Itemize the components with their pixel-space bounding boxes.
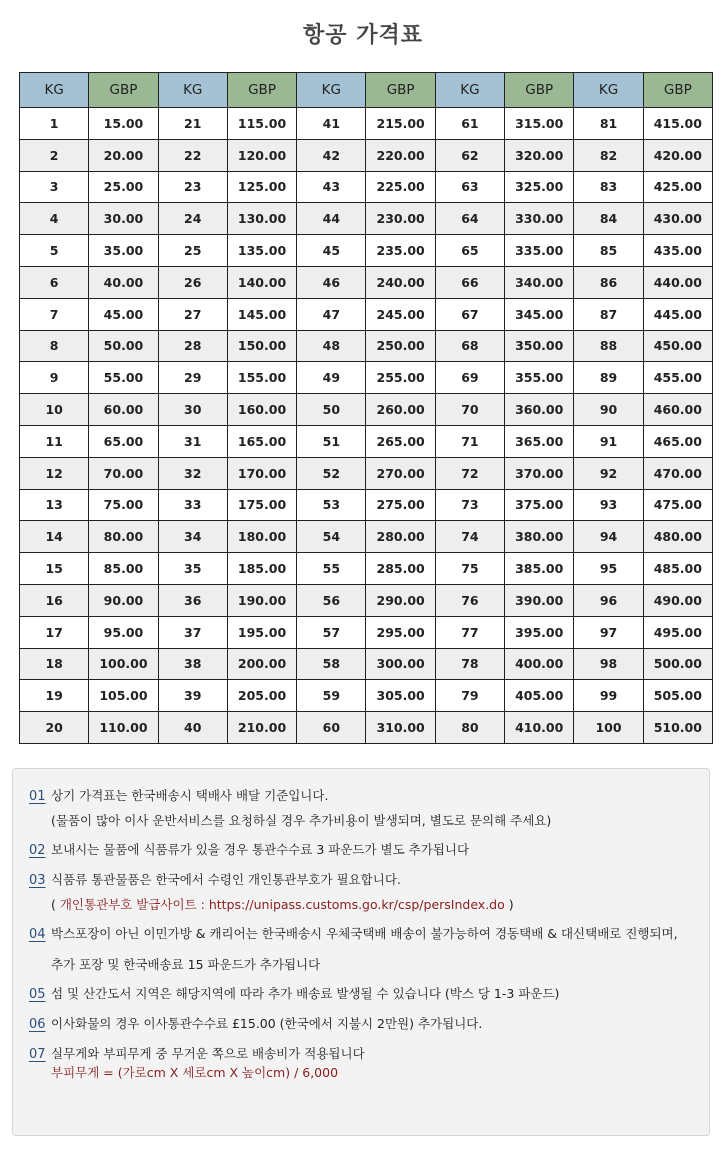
- column-header-kg: KG: [574, 73, 643, 108]
- column-header-gbp: GBP: [227, 73, 296, 108]
- column-header-gbp: GBP: [643, 73, 712, 108]
- column-header-kg: KG: [20, 73, 89, 108]
- kg-cell: 39: [158, 680, 227, 712]
- note-number: 07: [29, 1047, 46, 1062]
- gbp-cell: 450.00: [643, 330, 712, 362]
- column-header-gbp: GBP: [89, 73, 158, 108]
- kg-cell: 4: [20, 203, 89, 235]
- gbp-cell: 155.00: [227, 362, 296, 394]
- gbp-cell: 290.00: [366, 584, 435, 616]
- gbp-cell: 255.00: [366, 362, 435, 394]
- gbp-cell: 100.00: [89, 648, 158, 680]
- table-row: [20, 553, 713, 585]
- gbp-cell: 485.00: [643, 553, 712, 585]
- column-header-kg: KG: [297, 73, 366, 108]
- gbp-cell: 15.00: [89, 108, 158, 140]
- kg-cell: 93: [574, 489, 643, 521]
- table-row: [20, 171, 713, 203]
- kg-cell: 71: [435, 425, 504, 457]
- gbp-cell: 30.00: [89, 203, 158, 235]
- gbp-cell: 395.00: [505, 616, 574, 648]
- gbp-cell: 435.00: [643, 235, 712, 267]
- gbp-cell: 330.00: [505, 203, 574, 235]
- gbp-cell: 240.00: [366, 266, 435, 298]
- kg-cell: 34: [158, 521, 227, 553]
- kg-cell: 69: [435, 362, 504, 394]
- kg-cell: 17: [20, 616, 89, 648]
- column-header-kg: KG: [435, 73, 504, 108]
- gbp-cell: 455.00: [643, 362, 712, 394]
- gbp-cell: 350.00: [505, 330, 574, 362]
- kg-cell: 41: [297, 108, 366, 140]
- price-table-body: [20, 108, 713, 744]
- gbp-cell: 210.00: [227, 712, 296, 744]
- gbp-cell: 325.00: [505, 171, 574, 203]
- gbp-cell: 310.00: [366, 712, 435, 744]
- gbp-cell: 145.00: [227, 298, 296, 330]
- kg-cell: 11: [20, 425, 89, 457]
- kg-cell: 33: [158, 489, 227, 521]
- gbp-cell: 285.00: [366, 553, 435, 585]
- kg-cell: 40: [158, 712, 227, 744]
- kg-cell: 30: [158, 394, 227, 426]
- note-number: 03: [29, 873, 46, 888]
- kg-cell: 47: [297, 298, 366, 330]
- kg-cell: 70: [435, 394, 504, 426]
- gbp-cell: 260.00: [366, 394, 435, 426]
- kg-cell: 13: [20, 489, 89, 521]
- kg-cell: 44: [297, 203, 366, 235]
- gbp-cell: 165.00: [227, 425, 296, 457]
- kg-cell: 52: [297, 457, 366, 489]
- kg-cell: 1: [20, 108, 89, 140]
- kg-cell: 19: [20, 680, 89, 712]
- gbp-cell: 190.00: [227, 584, 296, 616]
- kg-cell: 21: [158, 108, 227, 140]
- table-row: [20, 521, 713, 553]
- kg-cell: 89: [574, 362, 643, 394]
- table-row: [20, 457, 713, 489]
- kg-cell: 5: [20, 235, 89, 267]
- kg-cell: 98: [574, 648, 643, 680]
- kg-cell: 43: [297, 171, 366, 203]
- gbp-cell: 370.00: [505, 457, 574, 489]
- kg-cell: 76: [435, 584, 504, 616]
- gbp-cell: 20.00: [89, 139, 158, 171]
- kg-cell: 75: [435, 553, 504, 585]
- note-text: (물품이 많아 이사 운반서비스를 요청하실 경우 추가비용이 발생되며, 별도로 문의해 주세요): [51, 813, 552, 828]
- kg-cell: 96: [574, 584, 643, 616]
- kg-cell: 46: [297, 266, 366, 298]
- kg-cell: 12: [20, 457, 89, 489]
- kg-cell: 57: [297, 616, 366, 648]
- gbp-cell: 340.00: [505, 266, 574, 298]
- gbp-cell: 400.00: [505, 648, 574, 680]
- gbp-cell: 355.00: [505, 362, 574, 394]
- note-text: 실무게와 부피무게 중 무거운 쪽으로 배송비가 적용됩니다: [51, 1046, 365, 1061]
- gbp-cell: 490.00: [643, 584, 712, 616]
- kg-cell: 64: [435, 203, 504, 235]
- kg-cell: 84: [574, 203, 643, 235]
- gbp-cell: 160.00: [227, 394, 296, 426]
- gbp-cell: 305.00: [366, 680, 435, 712]
- gbp-cell: 55.00: [89, 362, 158, 394]
- table-row: [20, 648, 713, 680]
- table-row: [20, 616, 713, 648]
- gbp-cell: 220.00: [366, 139, 435, 171]
- gbp-cell: 405.00: [505, 680, 574, 712]
- gbp-cell: 195.00: [227, 616, 296, 648]
- gbp-cell: 170.00: [227, 457, 296, 489]
- gbp-cell: 365.00: [505, 425, 574, 457]
- gbp-cell: 80.00: [89, 521, 158, 553]
- table-row: [20, 203, 713, 235]
- gbp-cell: 480.00: [643, 521, 712, 553]
- gbp-cell: 495.00: [643, 616, 712, 648]
- gbp-cell: 105.00: [89, 680, 158, 712]
- kg-cell: 42: [297, 139, 366, 171]
- kg-cell: 78: [435, 648, 504, 680]
- gbp-cell: 390.00: [505, 584, 574, 616]
- gbp-cell: 265.00: [366, 425, 435, 457]
- kg-cell: 87: [574, 298, 643, 330]
- kg-cell: 37: [158, 616, 227, 648]
- note-text: 섬 및 산간도서 지역은 해당지역에 따라 추가 배송료 발생될 수 있습니다 (박스 당 1-3 파운드): [51, 986, 560, 1001]
- gbp-cell: 320.00: [505, 139, 574, 171]
- gbp-cell: 25.00: [89, 171, 158, 203]
- note-text: 추가 포장 및 한국배송료 15 파운드가 추가됩니다: [51, 957, 321, 972]
- kg-cell: 90: [574, 394, 643, 426]
- gbp-cell: 385.00: [505, 553, 574, 585]
- kg-cell: 85: [574, 235, 643, 267]
- column-header-gbp: GBP: [505, 73, 574, 108]
- gbp-cell: 125.00: [227, 171, 296, 203]
- kg-cell: 67: [435, 298, 504, 330]
- kg-cell: 28: [158, 330, 227, 362]
- kg-cell: 100: [574, 712, 643, 744]
- kg-cell: 25: [158, 235, 227, 267]
- kg-cell: 45: [297, 235, 366, 267]
- kg-cell: 49: [297, 362, 366, 394]
- gbp-cell: 215.00: [366, 108, 435, 140]
- kg-cell: 48: [297, 330, 366, 362]
- note-02: [29, 841, 469, 860]
- gbp-cell: 270.00: [366, 457, 435, 489]
- gbp-cell: 335.00: [505, 235, 574, 267]
- kg-cell: 6: [20, 266, 89, 298]
- note-link-line: ( 개인통관부호 발급사이트 : https://unipass.customs.go.kr/csp/persIndex.do ): [51, 897, 514, 912]
- note-06: [29, 1015, 482, 1034]
- kg-cell: 59: [297, 680, 366, 712]
- kg-cell: 10: [20, 394, 89, 426]
- table-row: [20, 680, 713, 712]
- kg-cell: 9: [20, 362, 89, 394]
- gbp-cell: 235.00: [366, 235, 435, 267]
- note-number: 06: [29, 1017, 46, 1032]
- gbp-cell: 180.00: [227, 521, 296, 553]
- kg-cell: 99: [574, 680, 643, 712]
- kg-cell: 29: [158, 362, 227, 394]
- kg-cell: 66: [435, 266, 504, 298]
- kg-cell: 53: [297, 489, 366, 521]
- table-row: [20, 362, 713, 394]
- kg-cell: 61: [435, 108, 504, 140]
- gbp-cell: 505.00: [643, 680, 712, 712]
- kg-cell: 65: [435, 235, 504, 267]
- kg-cell: 58: [297, 648, 366, 680]
- gbp-cell: 295.00: [366, 616, 435, 648]
- note-number: 05: [29, 987, 46, 1002]
- gbp-cell: 120.00: [227, 139, 296, 171]
- gbp-cell: 380.00: [505, 521, 574, 553]
- gbp-cell: 175.00: [227, 489, 296, 521]
- kg-cell: 38: [158, 648, 227, 680]
- table-row: [20, 266, 713, 298]
- kg-cell: 72: [435, 457, 504, 489]
- note-05: [29, 985, 559, 1004]
- note-07: [29, 1045, 365, 1082]
- table-row: [20, 394, 713, 426]
- note-text: 박스포장이 아닌 이민가방 & 캐리어는 한국배송시 우체국택배 배송이 불가능하여 경동택배 & 대신택배로 진행되며,: [51, 926, 678, 941]
- note-number: 02: [29, 843, 46, 858]
- gbp-cell: 430.00: [643, 203, 712, 235]
- gbp-cell: 65.00: [89, 425, 158, 457]
- kg-cell: 92: [574, 457, 643, 489]
- gbp-cell: 245.00: [366, 298, 435, 330]
- gbp-cell: 315.00: [505, 108, 574, 140]
- gbp-cell: 475.00: [643, 489, 712, 521]
- kg-cell: 68: [435, 330, 504, 362]
- kg-cell: 23: [158, 171, 227, 203]
- gbp-cell: 205.00: [227, 680, 296, 712]
- table-row: [20, 425, 713, 457]
- gbp-cell: 345.00: [505, 298, 574, 330]
- kg-cell: 27: [158, 298, 227, 330]
- gbp-cell: 465.00: [643, 425, 712, 457]
- gbp-cell: 500.00: [643, 648, 712, 680]
- gbp-cell: 460.00: [643, 394, 712, 426]
- kg-cell: 56: [297, 584, 366, 616]
- kg-cell: 82: [574, 139, 643, 171]
- gbp-cell: 90.00: [89, 584, 158, 616]
- kg-cell: 54: [297, 521, 366, 553]
- gbp-cell: 300.00: [366, 648, 435, 680]
- kg-cell: 97: [574, 616, 643, 648]
- gbp-cell: 510.00: [643, 712, 712, 744]
- kg-cell: 91: [574, 425, 643, 457]
- gbp-cell: 115.00: [227, 108, 296, 140]
- kg-cell: 60: [297, 712, 366, 744]
- table-row: [20, 584, 713, 616]
- gbp-cell: 375.00: [505, 489, 574, 521]
- customs-code-link-text: 개인통관부호 발급사이트 : https://unipass.customs.go.kr/csp/persIndex.do: [59, 897, 505, 912]
- kg-cell: 8: [20, 330, 89, 362]
- kg-cell: 14: [20, 521, 89, 553]
- gbp-cell: 50.00: [89, 330, 158, 362]
- kg-cell: 31: [158, 425, 227, 457]
- kg-cell: 94: [574, 521, 643, 553]
- gbp-cell: 230.00: [366, 203, 435, 235]
- kg-cell: 81: [574, 108, 643, 140]
- kg-cell: 86: [574, 266, 643, 298]
- table-row: [20, 108, 713, 140]
- kg-cell: 77: [435, 616, 504, 648]
- note-text: 상기 가격표는 한국배송시 택배사 배달 기준입니다.: [51, 788, 329, 803]
- table-row: [20, 489, 713, 521]
- gbp-cell: 440.00: [643, 266, 712, 298]
- column-header-gbp: GBP: [366, 73, 435, 108]
- kg-cell: 62: [435, 139, 504, 171]
- volume-weight-formula: 부피무게 = (가로cm X 세로cm X 높이cm) / 6,000: [51, 1065, 339, 1080]
- gbp-cell: 425.00: [643, 171, 712, 203]
- gbp-cell: 150.00: [227, 330, 296, 362]
- kg-cell: 74: [435, 521, 504, 553]
- gbp-cell: 75.00: [89, 489, 158, 521]
- kg-cell: 16: [20, 584, 89, 616]
- kg-cell: 32: [158, 457, 227, 489]
- gbp-cell: 45.00: [89, 298, 158, 330]
- page-title: 항공 가격표: [303, 23, 423, 48]
- kg-cell: 73: [435, 489, 504, 521]
- table-row: [20, 235, 713, 267]
- table-row: [20, 712, 713, 744]
- gbp-cell: 280.00: [366, 521, 435, 553]
- table-row: [20, 330, 713, 362]
- note-01: [29, 787, 551, 830]
- gbp-cell: 275.00: [366, 489, 435, 521]
- gbp-cell: 415.00: [643, 108, 712, 140]
- note-number: 04: [29, 927, 46, 942]
- kg-cell: 22: [158, 139, 227, 171]
- gbp-cell: 250.00: [366, 330, 435, 362]
- gbp-cell: 410.00: [505, 712, 574, 744]
- note-text: 보내시는 물품에 식품류가 있을 경우 통관수수료 3 파운드가 별도 추가됩니다: [51, 842, 470, 857]
- table-row: [20, 298, 713, 330]
- gbp-cell: 185.00: [227, 553, 296, 585]
- gbp-cell: 225.00: [366, 171, 435, 203]
- note-04: [29, 925, 678, 974]
- note-number: 01: [29, 789, 46, 804]
- note-text: 식품류 통관물품은 한국에서 수령인 개인통관부호가 필요합니다.: [51, 872, 401, 887]
- kg-cell: 35: [158, 553, 227, 585]
- kg-cell: 88: [574, 330, 643, 362]
- gbp-cell: 35.00: [89, 235, 158, 267]
- gbp-cell: 470.00: [643, 457, 712, 489]
- kg-cell: 15: [20, 553, 89, 585]
- kg-cell: 26: [158, 266, 227, 298]
- kg-cell: 18: [20, 648, 89, 680]
- kg-cell: 20: [20, 712, 89, 744]
- kg-cell: 95: [574, 553, 643, 585]
- note-03: [29, 871, 514, 914]
- gbp-cell: 40.00: [89, 266, 158, 298]
- gbp-cell: 445.00: [643, 298, 712, 330]
- kg-cell: 7: [20, 298, 89, 330]
- gbp-cell: 420.00: [643, 139, 712, 171]
- kg-cell: 36: [158, 584, 227, 616]
- gbp-cell: 140.00: [227, 266, 296, 298]
- kg-cell: 63: [435, 171, 504, 203]
- note-text: 이사화물의 경우 이사통관수수료 £15.00 (한국에서 지불시 2만원) 추가됩니다.: [51, 1016, 483, 1031]
- kg-cell: 2: [20, 139, 89, 171]
- gbp-cell: 70.00: [89, 457, 158, 489]
- gbp-cell: 130.00: [227, 203, 296, 235]
- table-row: [20, 139, 713, 171]
- kg-cell: 79: [435, 680, 504, 712]
- notes-panel: [12, 768, 710, 1136]
- kg-cell: 83: [574, 171, 643, 203]
- gbp-cell: 110.00: [89, 712, 158, 744]
- gbp-cell: 360.00: [505, 394, 574, 426]
- gbp-cell: 85.00: [89, 553, 158, 585]
- gbp-cell: 95.00: [89, 616, 158, 648]
- gbp-cell: 200.00: [227, 648, 296, 680]
- kg-cell: 55: [297, 553, 366, 585]
- gbp-cell: 135.00: [227, 235, 296, 267]
- kg-cell: 51: [297, 425, 366, 457]
- gbp-cell: 60.00: [89, 394, 158, 426]
- kg-cell: 3: [20, 171, 89, 203]
- kg-cell: 50: [297, 394, 366, 426]
- kg-cell: 24: [158, 203, 227, 235]
- table-header-row: [20, 73, 713, 108]
- column-header-kg: KG: [158, 73, 227, 108]
- kg-cell: 80: [435, 712, 504, 744]
- price-table: [19, 72, 713, 744]
